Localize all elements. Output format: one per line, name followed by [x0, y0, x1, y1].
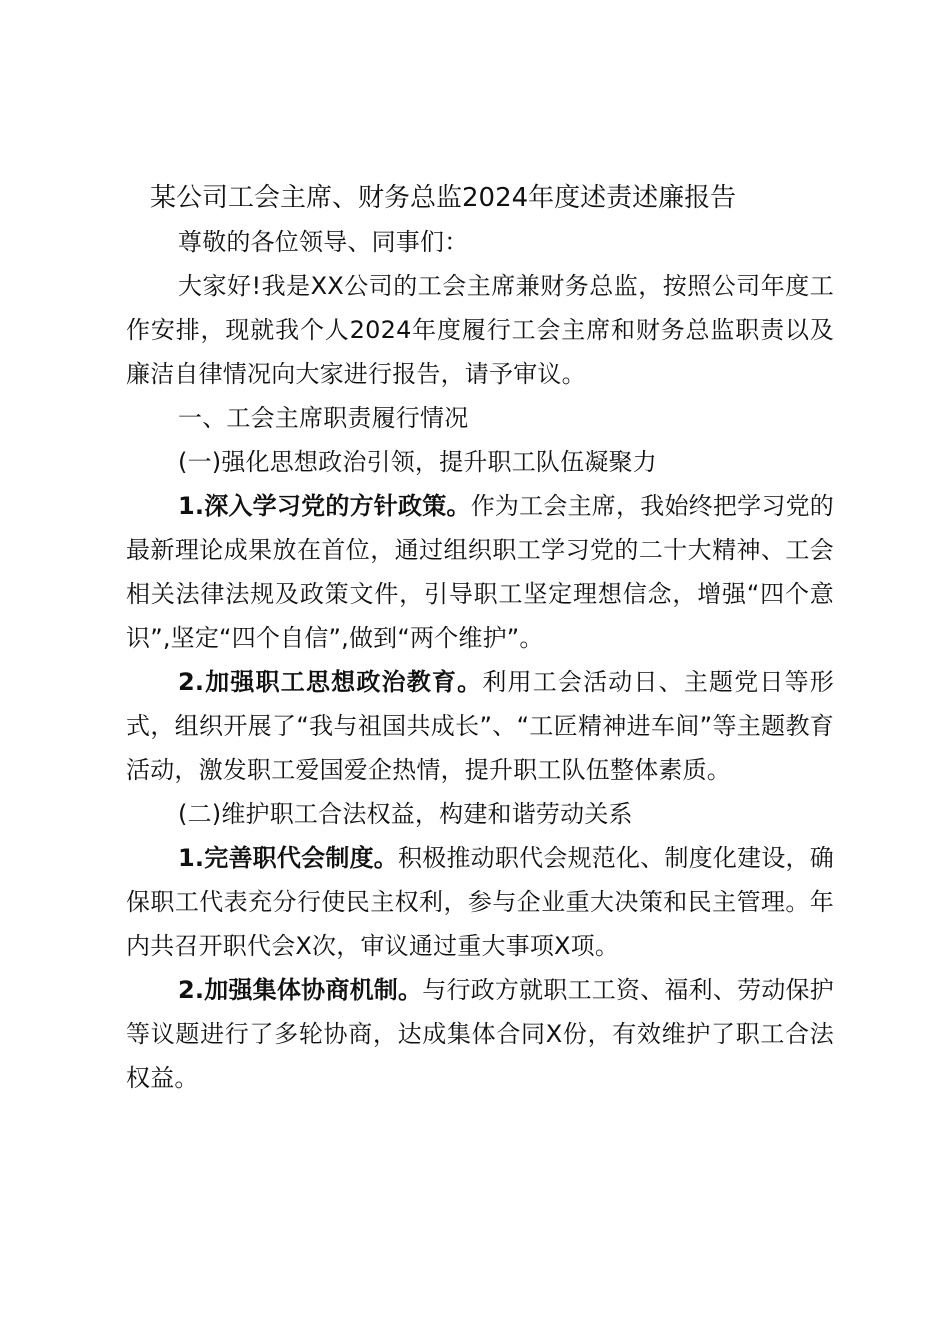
greeting: 尊敬的各位领导、同事们：: [178, 228, 469, 256]
item-lead-1-2: 2.加强职工思想政治教育。: [178, 668, 483, 696]
document-body: [126, 176, 834, 1100]
item-paragraph-2-1: [126, 836, 834, 968]
item-paragraph-1-1: [126, 484, 834, 660]
item-paragraph-1-2: [126, 660, 834, 792]
item-body-2-1: 积极推动职代会规范化、制度化建设，确保职工代表充分行使民主权利，参与企业重大决策和民主管理。年内共召开职代会X次，审议通过重大事项X项。: [126, 844, 834, 960]
section-heading-1: 一、工会主席职责履行情况: [178, 404, 469, 432]
subsection-heading-1: (一)强化思想政治引领，提升职工队伍凝聚力: [178, 448, 657, 476]
item-lead-2-2: 2.加强集体协商机制。: [178, 976, 423, 1004]
document-title: 某公司工会主席、财务总监2024年度述责述廉报告: [150, 183, 737, 213]
item-paragraph-2-2: [126, 968, 834, 1100]
item-body-2-2: 与行政方就职工工资、福利、劳动保护等议题进行了多轮协商，达成集体合同X份，有效维护了职工合法权益。: [126, 976, 834, 1092]
item-body-1-1: 作为工会主席，我始终把学习党的最新理论成果放在首位，通过组织职工学习党的二十大精神、工会相关法律法规及政策文件，引导职工坚定理想信念，增强“四个意识”,坚定“四个自信”,做到“两个维护”。: [126, 492, 834, 652]
item-body-1-2: 利用工会活动日、主题党日等形式，组织开展了“我与祖国共成长”、“工匠精神进车间”等主题教育活动，激发职工爱国爱企热情，提升职工队伍整体素质。: [126, 668, 834, 784]
item-lead-2-1: 1.完善职代会制度。: [178, 844, 399, 872]
subsection-heading-2: (二)维护职工合法权益，构建和谐劳动关系: [178, 800, 633, 828]
intro-paragraph: 大家好!我是XX公司的工会主席兼财务总监，按照公司年度工作安排，现就我个人2024年度履行工会主席和财务总监职责以及廉洁自律情况向大家进行报告，请予审议。: [126, 272, 834, 388]
item-lead-1-1: 1.深入学习党的方针政策。: [178, 492, 471, 520]
